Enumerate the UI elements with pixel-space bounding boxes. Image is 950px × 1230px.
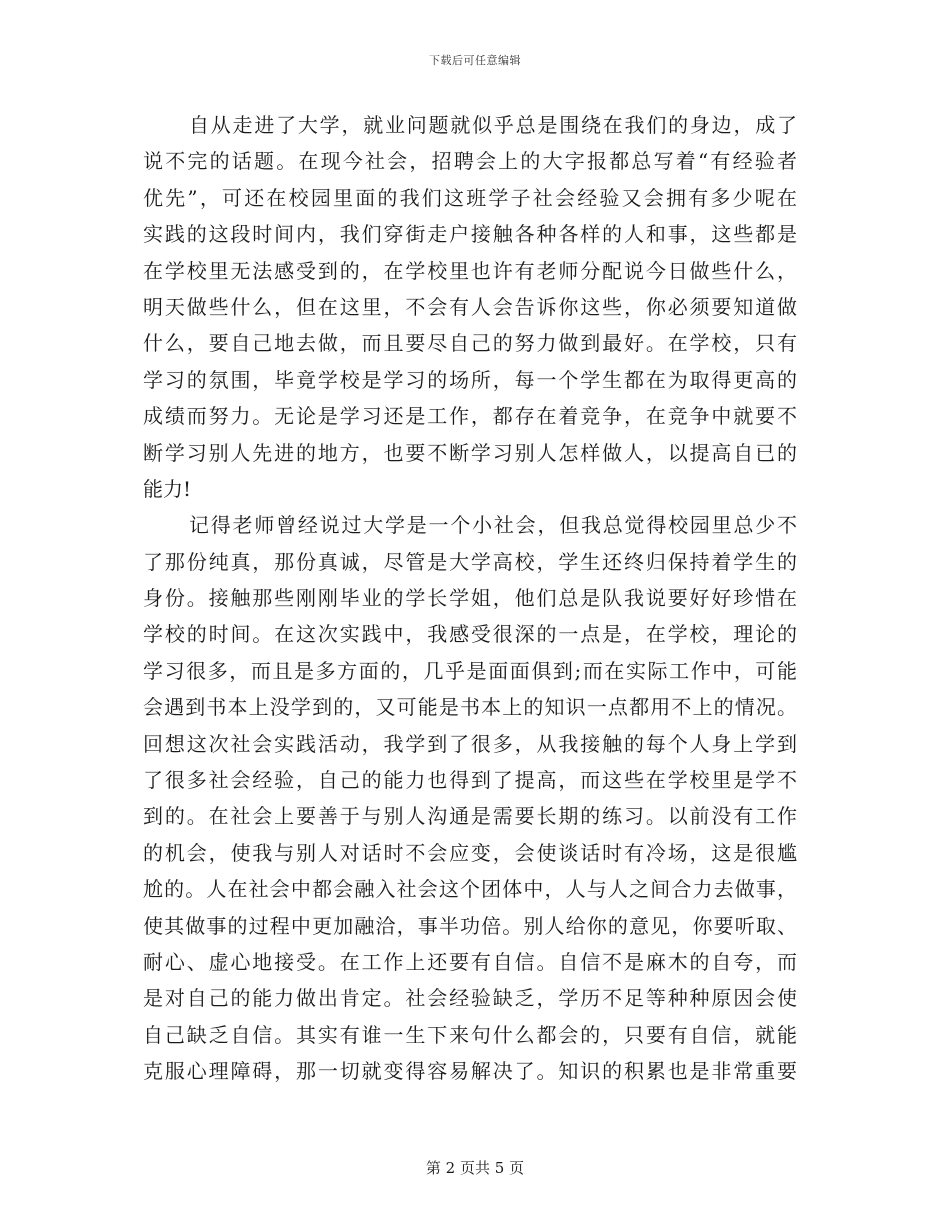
text-line: 自己缺乏自信。其实有谁一生下来句什么都会的，只要有自信，就能 bbox=[143, 1022, 797, 1047]
page-number: 第 2 页共 5 页 bbox=[425, 1159, 525, 1177]
text-line: 是对自己的能力做出肯定。社会经验缺乏，学历不足等种种原因会使 bbox=[143, 986, 797, 1011]
text-line: 记得老师曾经说过大学是一个小社会，但我总觉得校园里总少不 bbox=[189, 513, 797, 538]
text-line: 耐心、虚心地接受。在工作上还要有自信。自信不是麻木的自夸，而 bbox=[143, 949, 797, 974]
text-line: 会遇到书本上没学到的，又可能是书本上的知识一点都用不上的情况。 bbox=[143, 695, 797, 720]
text-line: 学校的时间。在这次实践中，我感受很深的一点是，在学校，理论的 bbox=[143, 622, 797, 647]
text-line: 什么，要自己地去做，而且要尽自己的努力做到最好。在学校，只有 bbox=[143, 331, 797, 356]
text-line: 在学校里无法感受到的，在学校里也许有老师分配说今日做些什么， bbox=[143, 258, 797, 283]
text-line: 成绩而努力。无论是学习还是工作，都存在着竞争，在竞争中就要不 bbox=[143, 404, 797, 429]
text-line: 实践的这段时间内，我们穿街走户接触各种各样的人和事，这些都是 bbox=[143, 222, 797, 247]
text-line: 尬的。人在社会中都会融入社会这个团体中，人与人之间合力去做事， bbox=[143, 877, 797, 902]
text-line: 到的。在社会上要善于与别人沟通是需要长期的练习。以前没有工作 bbox=[143, 804, 797, 829]
text-line: 的机会，使我与别人对话时不会应变，会使谈话时有冷场，这是很尴 bbox=[143, 840, 797, 865]
document-body bbox=[143, 107, 797, 1090]
text-line: 了那份纯真，那份真诚，尽管是大学高校，学生还终归保持着学生的 bbox=[143, 549, 797, 574]
text-line: 了很多社会经验，自己的能力也得到了提高，而这些在学校里是学不 bbox=[143, 768, 797, 793]
paragraph-1 bbox=[143, 107, 797, 507]
text-line: 身份。接触那些刚刚毕业的学长学姐，他们总是队我说要好好珍惜在 bbox=[143, 586, 797, 611]
text-line: 说不完的话题。在现今社会，招聘会上的大字报都总写着“有经验者 bbox=[143, 149, 797, 174]
paragraph-2 bbox=[143, 507, 797, 1089]
text-line: 使其做事的过程中更加融洽，事半功倍。别人给你的意见，你要听取、 bbox=[143, 913, 797, 938]
text-line: 能力! bbox=[143, 476, 192, 501]
text-line: 学习的氛围，毕竟学校是学习的场所，每一个学生都在为取得更高的 bbox=[143, 367, 797, 392]
page-header-note: 下载后可任意编辑 bbox=[429, 54, 521, 67]
text-line: 自从走进了大学，就业问题就似乎总是围绕在我们的身边，成了 bbox=[189, 113, 797, 137]
text-line: 断学习别人先进的地方，也要不断学习别人怎样做人，以提高自已的 bbox=[143, 440, 797, 465]
text-line: 明天做些什么，但在这里，不会有人会告诉你这些，你必须要知道做 bbox=[143, 294, 797, 319]
text-line: 学习很多，而且是多方面的，几乎是面面俱到;而在实际工作中，可能 bbox=[143, 658, 797, 683]
text-line: 回想这次社会实践活动，我学到了很多，从我接触的每个人身上学到 bbox=[143, 731, 797, 756]
text-line: 优先”，可还在校园里面的我们这班学子社会经验又会拥有多少呢在 bbox=[143, 185, 797, 210]
text-line: 克服心理障碍，那一切就变得容易解决了。知识的积累也是非常重要 bbox=[143, 1059, 797, 1084]
